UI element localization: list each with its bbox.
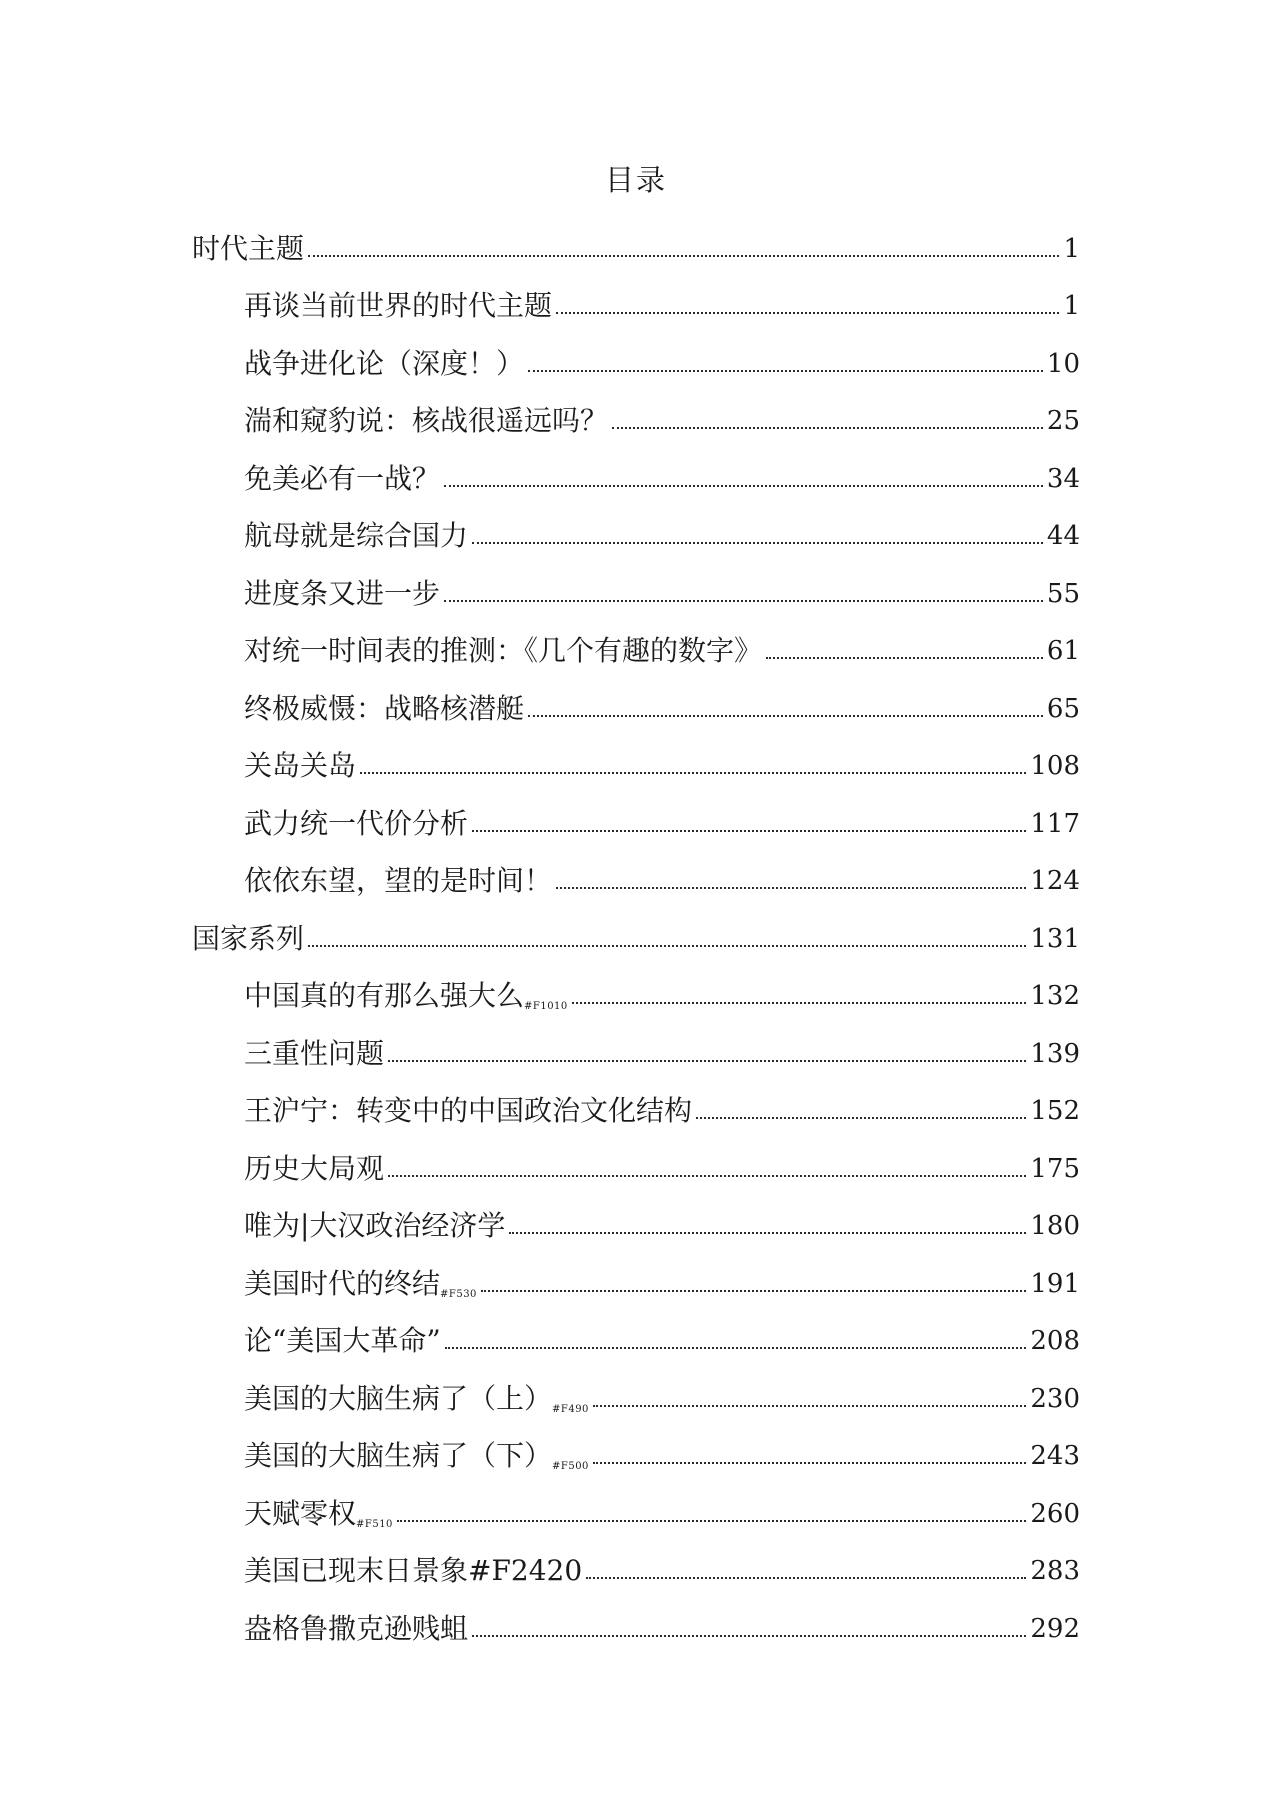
dot-leader <box>572 1002 1027 1004</box>
toc-entry-page-number: 55 <box>1046 578 1080 609</box>
toc-entry-title: 历史大局观 <box>244 1151 385 1185</box>
toc-entry-title: 关岛关岛 <box>244 749 357 782</box>
toc-entry[interactable] <box>192 966 1080 1024</box>
toc-entry-tag: #F510 <box>356 1518 393 1530</box>
toc-entry-title: 航母就是综合国力 <box>244 519 469 552</box>
toc-entry[interactable] <box>192 333 1080 391</box>
dot-leader <box>593 1462 1026 1464</box>
toc-entry[interactable] <box>192 391 1080 449</box>
dot-leader <box>472 830 1026 832</box>
dot-leader <box>472 542 1043 544</box>
dot-leader <box>696 1117 1026 1119</box>
dot-leader <box>397 1520 1026 1522</box>
toc-entry-page-number: 124 <box>1030 866 1080 896</box>
toc-entry[interactable] <box>192 1138 1080 1196</box>
toc-entry[interactable] <box>192 1368 1080 1426</box>
dot-leader <box>472 1635 1026 1637</box>
dot-leader <box>444 485 1043 487</box>
toc-entry-page-number: 180 <box>1030 1211 1080 1241</box>
toc-entry[interactable] <box>192 736 1080 794</box>
toc-entry-title: 免美必有一战？ <box>244 461 441 495</box>
toc-entry-title: 三重性问题 <box>244 1036 385 1070</box>
dot-leader <box>388 1060 1026 1062</box>
dot-leader <box>586 1577 1026 1579</box>
toc-entry[interactable] <box>192 563 1080 621</box>
toc-entry-page-number: 175 <box>1030 1153 1080 1184</box>
toc-entry-page-number: 108 <box>1030 751 1080 781</box>
toc-section-entry[interactable] <box>192 218 1080 276</box>
dot-leader <box>528 370 1043 372</box>
toc-list <box>192 218 1080 1656</box>
toc-entry-title: 湍和窥豹说：核战很遥远吗？ <box>244 404 609 437</box>
toc-entry[interactable] <box>192 793 1080 851</box>
toc-entry[interactable] <box>192 1311 1080 1369</box>
dot-leader <box>388 1175 1026 1177</box>
toc-entry-page-number: 65 <box>1046 693 1080 724</box>
toc-entry-title: 中国真的有那么强大么 <box>244 979 525 1012</box>
toc-entry-title: 时代主题 <box>192 231 305 265</box>
toc-entry[interactable] <box>192 448 1080 506</box>
dot-leader <box>308 255 1059 257</box>
toc-entry-title: 美国的大脑生病了（上） <box>244 1381 553 1415</box>
toc-entry-page-number: 283 <box>1030 1556 1080 1586</box>
toc-entry-title: 美国的大脑生病了（下） <box>244 1439 553 1472</box>
dot-leader <box>612 427 1043 429</box>
toc-entry-title: 进度条又进一步 <box>244 576 441 610</box>
toc-entry-page-number: 132 <box>1030 981 1080 1011</box>
toc-entry-title: 美国时代的终结 <box>244 1266 441 1300</box>
dot-leader <box>509 1232 1026 1234</box>
toc-entry-title: 再谈当前世界的时代主题 <box>244 289 553 322</box>
toc-entry-title: 王沪宁：转变中的中国政治文化结构 <box>244 1094 693 1127</box>
toc-section-entry[interactable] <box>192 908 1080 966</box>
toc-entry[interactable] <box>192 678 1080 736</box>
toc-entry-page-number: 208 <box>1030 1326 1080 1356</box>
dot-leader <box>528 715 1043 717</box>
dot-leader <box>360 772 1026 774</box>
toc-entry-title: 盎格鲁撒克逊贱蛆 <box>244 1611 469 1645</box>
toc-entry-page-number: 243 <box>1030 1441 1080 1471</box>
toc-entry[interactable] <box>192 851 1080 909</box>
dot-leader <box>593 1405 1026 1407</box>
toc-entry-page-number: 34 <box>1046 463 1080 494</box>
toc-entry-tag: #F500 <box>552 1461 589 1472</box>
dot-leader <box>481 1290 1026 1292</box>
toc-entry-title: 国家系列 <box>192 921 305 955</box>
toc-entry-page-number: 131 <box>1030 923 1080 954</box>
toc-entry[interactable] <box>192 1081 1080 1139</box>
toc-entry-page-number: 139 <box>1030 1038 1080 1069</box>
toc-entry[interactable] <box>192 1598 1080 1656</box>
toc-title: 目录 <box>604 163 667 197</box>
toc-entry-page-number: 44 <box>1046 521 1080 551</box>
toc-entry-page-number: 1 <box>1063 291 1080 321</box>
toc-entry[interactable] <box>192 1541 1080 1599</box>
toc-entry[interactable] <box>192 1253 1080 1311</box>
toc-entry-tag: #F490 <box>552 1403 589 1415</box>
toc-entry[interactable] <box>192 1426 1080 1484</box>
toc-entry[interactable] <box>192 506 1080 564</box>
dot-leader <box>444 600 1043 602</box>
toc-entry-title: 唯为|大汉政治经济学 <box>244 1209 506 1242</box>
toc-entry-page-number: 10 <box>1046 348 1080 379</box>
toc-entry[interactable] <box>192 1196 1080 1254</box>
toc-entry[interactable] <box>192 276 1080 334</box>
toc-entry-page-number: 230 <box>1030 1383 1080 1414</box>
dot-leader <box>445 1347 1027 1349</box>
toc-entry[interactable] <box>192 1483 1080 1541</box>
toc-entry-page-number: 152 <box>1030 1096 1080 1126</box>
toc-entry-page-number: 61 <box>1046 636 1080 666</box>
dot-leader <box>556 887 1026 889</box>
toc-entry-tag: #F1010 <box>524 1001 568 1012</box>
dot-leader <box>766 657 1043 659</box>
toc-entry-title: 战争进化论（深度！） <box>244 346 525 380</box>
toc-entry-title: 武力统一代价分析 <box>244 806 469 840</box>
toc-entry[interactable] <box>192 621 1080 679</box>
toc-entry-page-number: 1 <box>1063 233 1080 264</box>
dot-leader <box>556 312 1059 314</box>
toc-entry[interactable] <box>192 1023 1080 1081</box>
toc-entry-page-number: 25 <box>1046 406 1080 436</box>
toc-entry-page-number: 117 <box>1030 808 1080 839</box>
toc-entry-tag: #F530 <box>440 1288 477 1300</box>
toc-entry-page-number: 260 <box>1030 1498 1080 1529</box>
toc-entry-title: 天赋零权 <box>244 1496 357 1530</box>
dot-leader <box>308 945 1026 947</box>
toc-entry-page-number: 292 <box>1030 1613 1080 1644</box>
toc-entry-title: 终极威慑：战略核潜艇 <box>244 691 525 725</box>
toc-entry-title: 美国已现末日景象#F2420 <box>244 1554 583 1587</box>
toc-entry-title: 依依东望，望的是时间！ <box>244 864 553 897</box>
toc-entry-page-number: 191 <box>1030 1268 1080 1299</box>
toc-entry-title: 论“美国大革命” <box>244 1324 441 1357</box>
toc-entry-title: 对统一时间表的推测：《几个有趣的数字》 <box>244 634 763 667</box>
